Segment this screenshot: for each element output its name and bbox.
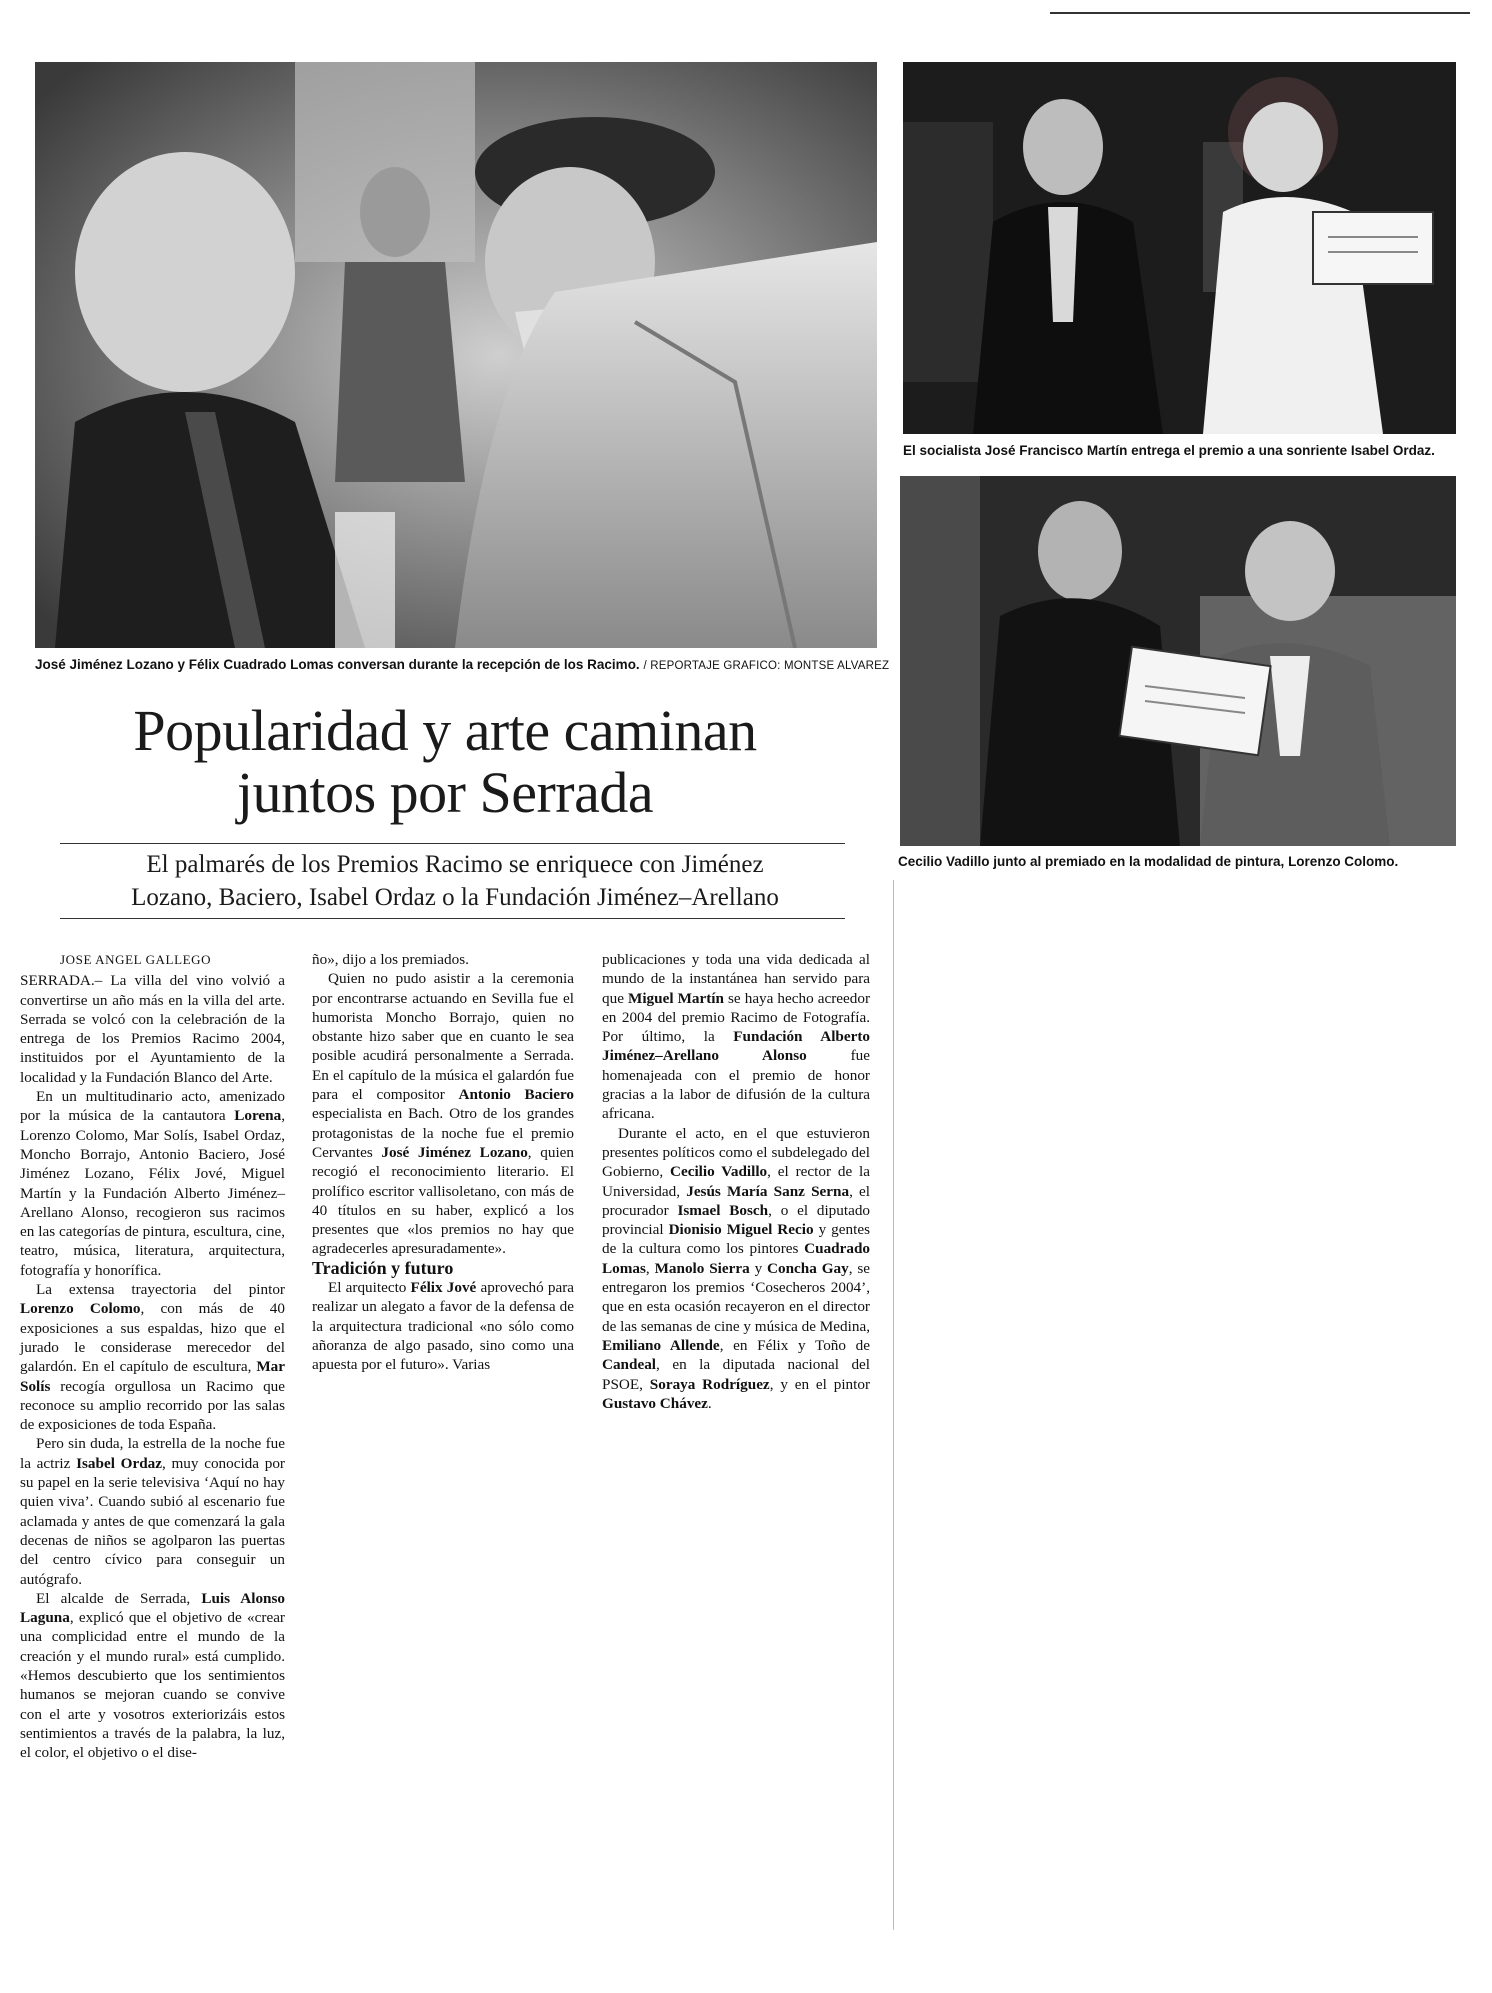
article-paragraph: Quien no pudo asistir a la ceremonia por encontrarse actuando en Sevilla fue el humorista Moncho Borrajo, quien no obstante hizo saber que en cuanto le sea posible acudirá personalmente a Serrada. En el capítulo de la música el galardón fue para el compositor Antonio Baciero especialista en Bach. Otro de los grandes protagonistas de la noche fue el premio Cervantes José Jiménez Lozano, quien recogió el reconocimiento literario. El prolífico escritor vallisoletano, con más de 40 títulos en su haber, explicó a los presentes que «los premios no hay que agradecerles apresuradamente». [312, 970, 574, 1258]
article-paragraph: Durante el acto, en el que estuvieron presentes políticos como el subdelegado del Gobierno, Cecilio Vadillo, el rector de la Universidad, Jesús María Sanz Serna, el procurador Ismael Bosch, o el diputado provincial Dionisio Miguel Recio y gentes de la cultura como los pintores Cuadrado Lomas, Manolo Sierra y Concha Gay, se entregaron los premios ‘Cosecheros 2004’, que en esta ocasión recayeron en el director de las semanas de cine y música de Medina, Emiliano Allende, en Félix y Toño de Candeal, en la diputada nacional del PSOE, Soraya Rodríguez, y en el pintor Gustavo Chávez. [602, 1124, 871, 1412]
article-paragraph: La extensa trayectoria del pintor Lorenzo Colomo, con más de 40 exposiciones a sus espaldas, hizo que el jurado le considerase merecedor del galardón. En el capítulo de escultura, Mar Solís recogía orgullosa un Racimo que reconoce su amplio recorrido por las salas de exposiciones de toda España. [20, 1281, 285, 1434]
headline [60, 700, 830, 824]
byline: JOSE ANGEL GALLEGO [60, 952, 212, 967]
article-column-2 [312, 950, 574, 1375]
article-paragraph: En un multitudinario acto, amenizado por la música de la cantautora Lorena, Lorenzo Colomo, Mar Solís, Isabel Ordaz, Moncho Borrajo, Antonio Baciero, José Jiménez Lozano, Félix Jové, Miguel Martín y la Fundación Alberto Jiménez– Arellano Alonso, recogieron sus racimos en las categorías de pintura, escultura, cine, teatro, música, literatura, arquitectura, fotografía y honorífica. [20, 1088, 285, 1279]
photo-credit: / REPORTAJE GRAFICO: MONTSE ALVAREZ [643, 660, 890, 672]
headline-line-2: juntos por Serrada [236, 760, 654, 825]
article-paragraph: El alcalde de Serrada, Luis Alonso Laguna, explicó que el objetivo de «crear una complicidad entre el mundo de la creación y el mundo rural» está cumplido. «Hemos descubierto que los sentimientos humanos se mejoran cuando se convive con el arte y vosotros exteriorizáis estos sentimientos a través de la palabra, la luz, el color, el objetivo o el dise- [20, 1589, 285, 1762]
article-column-1 [20, 950, 285, 1762]
main-photo [35, 62, 877, 648]
article-paragraph: ño», dijo a los premiados. [312, 951, 469, 968]
right-divider [893, 880, 894, 1930]
article-paragraph: Pero sin duda, la estrella de la noche fue la actriz Isabel Ordaz, muy conocida por su papel en la serie televisiva ‘Aquí no hay quien viva’. Cuando subió al escenario fue aclamada y antes de que comenzará la gala decenas de niños se agolparon las puertas del centro cívico para conseguir un autógrafo. [20, 1435, 285, 1588]
top-rule-visible [1050, 12, 1470, 14]
section-heading: Tradición y futuro [312, 1257, 454, 1278]
subhead-rule [60, 918, 845, 919]
main-photo-caption-text: José Jiménez Lozano y Félix Cuadrado Lomas conversan durante la recepción de los Racimo. [35, 657, 640, 672]
article-paragraph: El arquitecto Félix Jové aprovechó para realizar un alegato a favor de la defensa de la arquitectura tradicional «no sólo como añoranza de algo pasado, sino como una apuesta por el futuro». Varias [312, 1279, 575, 1374]
award-photo-ordaz-caption: El socialista José Francisco Martín entrega el premio a una sonriente Isabel Ordaz. [903, 443, 1435, 458]
article-column-3 [602, 950, 870, 1413]
award-photo-colomo [900, 476, 1456, 846]
subheadline-line-2: Lozano, Baciero, Isabel Ordaz o la Fundación Jiménez–Arellano [131, 884, 779, 911]
main-photo-image [35, 62, 877, 648]
headline-rule [60, 843, 845, 844]
award-photo-ordaz-image [903, 62, 1456, 434]
award-photo-colomo-image [900, 476, 1456, 846]
article-paragraph: SERRADA.– La villa del vino volvió a convertirse un año más en la villa del arte. Serrada se volcó con la celebración de la entrega de los Premios Racimo 2004, instituidos por el Ayuntamiento de la localidad y la Fundación Blanco del Arte. [20, 972, 285, 1086]
main-photo-caption [35, 657, 889, 672]
award-photo-colomo-caption: Cecilio Vadillo junto al premiado en la modalidad de pintura, Lorenzo Colomo. [898, 854, 1399, 869]
headline-line-1: Popularidad y arte caminan [133, 698, 757, 763]
subheadline-line-1: El palmarés de los Premios Racimo se enriquece con Jiménez [146, 851, 764, 878]
subheadline [70, 848, 840, 914]
article-paragraph: publicaciones y toda una vida dedicada al mundo de la instantánea han servido para que Miguel Martín se haya hecho acreedor en 2004 del premio Racimo de Fotografía. Por último, la Fundación Alberto Jiménez–Arellano Alonso fue homenajeada con el premio de honor gracias a la labor de difusión de la cultura africana. [602, 951, 871, 1123]
award-photo-ordaz [903, 62, 1456, 434]
